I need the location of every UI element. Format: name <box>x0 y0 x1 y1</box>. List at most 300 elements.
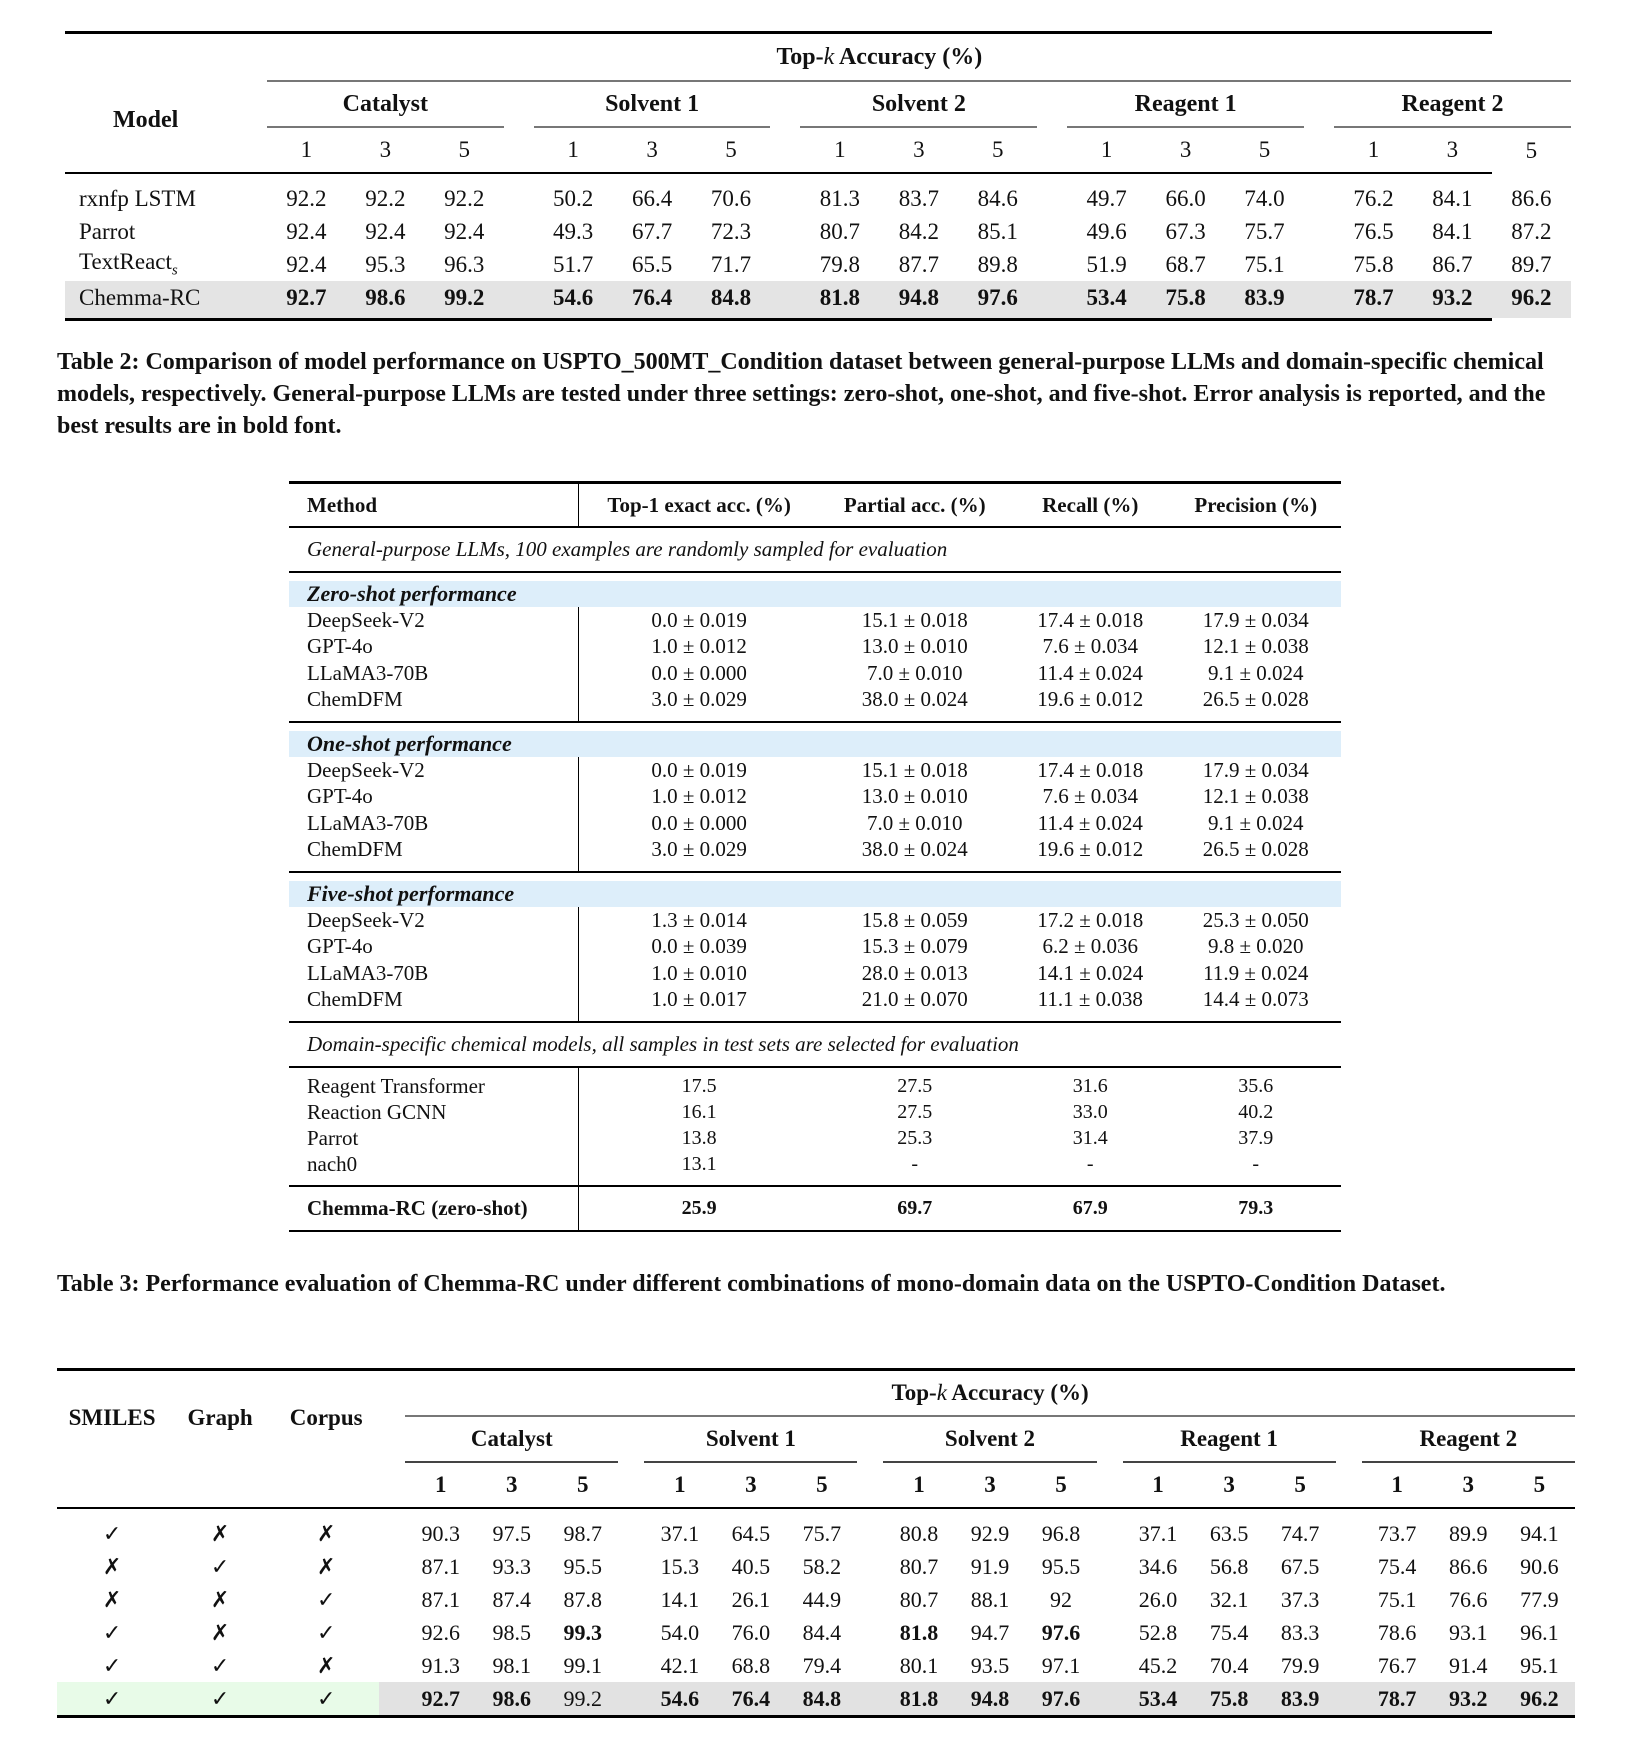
accuracy-cell: 76.7 <box>1377 1652 1417 1678</box>
accuracy-cell: 84.1 <box>1432 185 1473 211</box>
accuracy-cell: 70.6 <box>710 185 752 211</box>
metric-cell: 28.0 ± 0.013 <box>861 960 968 985</box>
method-name: Parrot <box>289 1125 578 1151</box>
accuracy-cell: 89.9 <box>1448 1520 1488 1546</box>
accuracy-cell: 93.3 <box>492 1553 531 1579</box>
metric-cell: 13.8 <box>681 1126 717 1149</box>
k-header: 1 <box>1391 1472 1403 1497</box>
column-header: Top-1 exact acc. (%) <box>607 492 791 517</box>
group-header-solvent-2: Solvent 2 <box>883 1416 1096 1462</box>
metric-cell: 17.5 <box>681 1074 717 1097</box>
k-header: 3 <box>646 137 658 162</box>
accuracy-cell: 86.6 <box>1448 1553 1488 1579</box>
accuracy-cell: 95.5 <box>563 1553 603 1579</box>
model-name <box>65 215 267 248</box>
method-name: LLaMA3-70B <box>289 810 578 837</box>
table-row <box>65 248 1571 281</box>
accuracy-cell: 68.7 <box>1165 251 1206 277</box>
group-header-solvent-1: Solvent 1 <box>644 1416 857 1462</box>
accuracy-cell: 97.5 <box>492 1520 531 1546</box>
topk-accuracy-header: Top-k Accuracy (%) <box>776 43 983 70</box>
accuracy-cell: 99.1 <box>563 1652 603 1678</box>
check-icon: ✓ <box>102 1686 122 1712</box>
accuracy-cell: 96.2 <box>1492 281 1571 318</box>
metric-cell: - <box>911 1152 919 1175</box>
table-2-llm-comparison <box>289 481 1341 1232</box>
check-icon: ✓ <box>102 1521 122 1547</box>
chemma-rc-row <box>289 1187 1341 1231</box>
accuracy-cell: 94.8 <box>879 281 958 318</box>
accuracy-cell: 37.3 <box>1280 1586 1320 1612</box>
metric-cell: 6.2 ± 0.036 <box>1042 934 1139 959</box>
accuracy-cell: 58.2 <box>802 1553 842 1579</box>
accuracy-cell: 95.1 <box>1520 1652 1559 1678</box>
metric-cell: 13.0 ± 0.010 <box>861 784 968 809</box>
accuracy-cell: 99.2 <box>425 281 504 318</box>
accuracy-cell: 34.6 <box>1138 1553 1178 1579</box>
metric-cell: 69.7 <box>897 1197 933 1219</box>
accuracy-cell: 84.1 <box>1432 218 1473 244</box>
accuracy-cell: 96.1 <box>1520 1619 1559 1645</box>
accuracy-cell: 91.3 <box>421 1652 460 1678</box>
accuracy-cell: 66.0 <box>1165 185 1206 211</box>
accuracy-cell: 76.2 <box>1353 185 1394 211</box>
accuracy-cell: 54.6 <box>644 1682 715 1715</box>
accuracy-cell: 68.8 <box>731 1652 771 1678</box>
k-header: 1 <box>834 137 846 162</box>
accuracy-cell: 94.7 <box>970 1619 1010 1645</box>
metric-cell: 79.3 <box>1238 1197 1274 1219</box>
accuracy-cell: 91.4 <box>1448 1652 1488 1678</box>
accuracy-cell: 87.8 <box>563 1586 603 1612</box>
group-header-solvent-2: Solvent 2 <box>800 81 1037 127</box>
accuracy-cell: 51.7 <box>553 251 594 277</box>
accuracy-cell: 42.1 <box>660 1652 700 1678</box>
accuracy-cell: 67.5 <box>1280 1553 1320 1579</box>
metric-cell: 1.0 ± 0.012 <box>651 784 747 809</box>
method-name: GPT-4o <box>289 634 578 661</box>
metric-cell: 27.5 <box>897 1074 933 1097</box>
metric-cell: - <box>1252 1152 1260 1175</box>
k-header: 5 <box>458 137 470 162</box>
accuracy-cell: 98.1 <box>492 1652 531 1678</box>
k-header: 1 <box>1367 137 1380 162</box>
accuracy-cell: 98.6 <box>346 281 425 318</box>
k-header: 3 <box>1179 137 1192 162</box>
method-name: Reaction GCNN <box>289 1099 578 1125</box>
k-header: 5 <box>1525 137 1538 163</box>
metric-cell: 1.0 ± 0.010 <box>651 960 747 985</box>
accuracy-cell: 44.9 <box>802 1586 842 1612</box>
accuracy-cell: 79.8 <box>819 251 861 277</box>
accuracy-cell: 86.6 <box>1511 185 1552 211</box>
accuracy-cell: 93.1 <box>1448 1619 1488 1645</box>
group-header-reagent-1: Reagent 1 <box>1067 81 1304 127</box>
accuracy-cell: 37.1 <box>660 1520 700 1546</box>
accuracy-cell: 67.7 <box>631 218 673 244</box>
accuracy-cell: 80.1 <box>899 1652 939 1678</box>
metric-cell: 11.4 ± 0.024 <box>1037 660 1143 685</box>
k-header: 3 <box>1446 137 1459 162</box>
table-row <box>289 907 1341 934</box>
metric-cell: 17.2 ± 0.018 <box>1037 907 1144 932</box>
metric-cell: 3.0 ± 0.029 <box>651 837 747 862</box>
accuracy-cell: 87.1 <box>421 1586 460 1612</box>
metric-cell: 31.4 <box>1072 1126 1108 1149</box>
accuracy-cell: 83.9 <box>1265 1682 1336 1715</box>
accuracy-cell: 78.6 <box>1377 1619 1417 1645</box>
metric-cell: 14.1 ± 0.024 <box>1037 960 1144 985</box>
accuracy-cell: 75.7 <box>1244 218 1285 244</box>
method-name: ChemDFM <box>289 987 578 1014</box>
accuracy-cell: 87.4 <box>492 1586 531 1612</box>
accuracy-cell: 50.2 <box>553 185 594 211</box>
cross-icon: ✗ <box>210 1521 230 1547</box>
metric-cell: 38.0 ± 0.024 <box>861 687 968 712</box>
accuracy-cell: 84.8 <box>692 281 771 318</box>
accuracy-cell: 37.1 <box>1138 1520 1178 1546</box>
metric-cell: 9.1 ± 0.024 <box>1207 810 1304 835</box>
k-header: 3 <box>506 1472 518 1497</box>
table-row <box>57 1616 1575 1649</box>
model-name <box>65 174 267 215</box>
accuracy-cell: 88.1 <box>970 1586 1010 1612</box>
k-header: 5 <box>1533 1472 1546 1497</box>
table-row <box>289 1151 1341 1177</box>
table-row <box>289 960 1341 987</box>
cross-icon: ✗ <box>316 1554 336 1580</box>
accuracy-cell: 92.7 <box>405 1682 476 1715</box>
accuracy-cell: 81.8 <box>800 281 879 318</box>
accuracy-cell: 80.7 <box>899 1553 939 1579</box>
metric-cell: 1.0 ± 0.017 <box>651 987 747 1012</box>
metric-cell: 0.0 ± 0.000 <box>651 810 747 835</box>
table-row <box>289 687 1341 714</box>
method-name: GPT-4o <box>289 934 578 961</box>
accuracy-cell: 26.0 <box>1138 1586 1178 1612</box>
table-row <box>289 810 1341 837</box>
k-header: 5 <box>992 137 1004 162</box>
accuracy-cell: 87.1 <box>421 1553 460 1579</box>
metric-cell: 13.0 ± 0.010 <box>861 634 968 659</box>
accuracy-cell: 96.2 <box>1504 1682 1575 1715</box>
accuracy-cell: 98.7 <box>563 1520 603 1546</box>
k-header: 5 <box>1294 1472 1306 1497</box>
accuracy-cell: 66.4 <box>631 185 673 211</box>
table-row <box>57 1509 1575 1550</box>
accuracy-cell: 76.0 <box>731 1619 771 1645</box>
table-row <box>289 1125 1341 1151</box>
accuracy-cell: 87.7 <box>898 251 939 277</box>
metric-cell: 3.0 ± 0.029 <box>651 687 747 712</box>
accuracy-cell: 65.5 <box>631 251 673 277</box>
model-name-text: rxnfp LSTM <box>79 185 196 211</box>
accuracy-cell: 54.6 <box>534 281 613 318</box>
accuracy-cell: 70.4 <box>1209 1652 1249 1678</box>
accuracy-cell: 67.3 <box>1165 218 1206 244</box>
accuracy-cell: 92.7 <box>267 281 346 318</box>
accuracy-cell: 76.5 <box>1353 218 1394 244</box>
metric-cell: 27.5 <box>897 1100 933 1123</box>
accuracy-cell: 92.2 <box>286 185 327 211</box>
metric-cell: 25.3 ± 0.050 <box>1202 907 1309 932</box>
llm-group-note: General-purpose LLMs, 100 examples are randomly sampled for evaluation <box>307 537 948 561</box>
metric-cell: 16.1 <box>681 1100 717 1123</box>
check-icon: ✓ <box>210 1653 230 1679</box>
metric-cell: 25.9 <box>681 1197 717 1219</box>
accuracy-cell: 75.8 <box>1146 281 1225 318</box>
accuracy-cell: 97.6 <box>958 281 1037 318</box>
cross-icon: ✗ <box>102 1554 122 1580</box>
table-row <box>289 1073 1341 1099</box>
accuracy-cell: 97.6 <box>1041 1619 1081 1645</box>
metric-cell: 67.9 <box>1072 1197 1108 1219</box>
model-name-text: Parrot <box>79 218 136 244</box>
table-1-topk-accuracy <box>65 31 1571 321</box>
accuracy-cell: 75.4 <box>1377 1553 1417 1579</box>
accuracy-cell: 84.2 <box>898 218 939 244</box>
accuracy-cell: 87.2 <box>1511 218 1552 244</box>
check-icon: ✓ <box>102 1653 122 1679</box>
check-icon: ✓ <box>210 1554 230 1580</box>
method-name: ChemDFM <box>289 687 578 714</box>
accuracy-cell: 14.1 <box>660 1586 700 1612</box>
accuracy-cell: 15.3 <box>660 1553 700 1579</box>
table-3-caption: Table 3: Performance evaluation of Chemma-RC under different combinations of mono-domain data on the USPTO-Condition Dataset. <box>57 1271 1446 1297</box>
group-header-reagent-2: Reagent 2 <box>1334 81 1571 127</box>
metric-cell: - <box>1086 1152 1094 1175</box>
table-row <box>57 1550 1575 1583</box>
metric-cell: 7.0 ± 0.010 <box>867 810 963 835</box>
accuracy-cell: 40.5 <box>731 1553 771 1579</box>
method-name: nach0 <box>289 1151 578 1177</box>
accuracy-cell: 75.1 <box>1244 251 1285 277</box>
accuracy-cell: 78.7 <box>1362 1682 1433 1715</box>
k-header: 1 <box>434 1472 447 1497</box>
k-header: 1 <box>1152 1472 1164 1497</box>
metric-cell: 0.0 ± 0.000 <box>651 660 747 685</box>
check-icon: ✓ <box>316 1686 336 1712</box>
corpus-column-header: Corpus <box>289 1405 363 1430</box>
method-name: DeepSeek-V2 <box>289 907 578 934</box>
accuracy-cell: 94.1 <box>1520 1520 1559 1546</box>
accuracy-cell: 80.7 <box>819 218 861 244</box>
accuracy-cell: 92.4 <box>444 218 485 244</box>
metric-cell: 26.5 ± 0.028 <box>1202 837 1309 862</box>
metric-cell: 7.6 ± 0.034 <box>1042 784 1139 809</box>
metric-cell: 1.0 ± 0.012 <box>651 634 747 659</box>
group-header-solvent-1: Solvent 1 <box>534 81 771 127</box>
table-row <box>289 757 1341 784</box>
accuracy-cell: 45.2 <box>1138 1652 1178 1678</box>
method-name: Reagent Transformer <box>289 1073 578 1099</box>
metric-cell: 25.3 <box>897 1126 933 1149</box>
graph-column-header: Graph <box>187 1405 253 1430</box>
metric-cell: 9.1 ± 0.024 <box>1207 660 1304 685</box>
accuracy-cell: 76.4 <box>613 281 692 318</box>
check-icon: ✓ <box>316 1620 336 1646</box>
accuracy-cell: 84.8 <box>786 1682 857 1715</box>
accuracy-cell: 75.1 <box>1377 1586 1417 1612</box>
accuracy-cell: 53.4 <box>1067 281 1146 318</box>
accuracy-cell: 79.9 <box>1280 1652 1320 1678</box>
accuracy-cell: 83.9 <box>1225 281 1304 318</box>
metric-cell: 0.0 ± 0.039 <box>651 934 747 959</box>
accuracy-cell: 56.8 <box>1209 1553 1249 1579</box>
k-header: 5 <box>1055 1472 1067 1497</box>
accuracy-cell: 93.5 <box>970 1652 1010 1678</box>
accuracy-cell: 81.8 <box>899 1619 939 1645</box>
accuracy-cell: 75.7 <box>802 1520 842 1546</box>
accuracy-cell: 92.9 <box>970 1520 1010 1546</box>
table-row <box>57 1583 1575 1616</box>
metric-cell: 7.0 ± 0.010 <box>867 660 963 685</box>
accuracy-cell: 95.5 <box>1041 1553 1081 1579</box>
method-name: GPT-4o <box>289 784 578 811</box>
accuracy-cell: 63.5 <box>1209 1520 1249 1546</box>
cross-icon: ✗ <box>102 1587 122 1613</box>
group-header-reagent-1: Reagent 1 <box>1123 1416 1336 1462</box>
metric-cell: 1.3 ± 0.014 <box>651 907 747 932</box>
k-header: 5 <box>725 137 737 162</box>
metric-cell: 11.9 ± 0.024 <box>1203 960 1309 985</box>
metric-cell: 7.6 ± 0.034 <box>1042 634 1139 659</box>
k-header: 3 <box>745 1472 757 1497</box>
k-header: 3 <box>984 1472 996 1497</box>
accuracy-cell: 90.3 <box>421 1520 460 1546</box>
accuracy-cell: 73.7 <box>1377 1520 1417 1546</box>
table-row <box>289 987 1341 1014</box>
metric-cell: 15.3 ± 0.079 <box>861 934 968 959</box>
accuracy-cell: 92.6 <box>421 1619 460 1645</box>
accuracy-cell: 80.7 <box>899 1586 939 1612</box>
accuracy-cell: 83.7 <box>898 185 939 211</box>
table-row <box>65 215 1571 248</box>
table-row <box>289 1099 1341 1125</box>
accuracy-cell: 81.8 <box>883 1682 954 1715</box>
k-header: 5 <box>577 1472 589 1497</box>
accuracy-cell: 79.4 <box>802 1652 842 1678</box>
accuracy-cell: 53.4 <box>1123 1682 1194 1715</box>
k-header: 5 <box>1258 137 1271 162</box>
accuracy-cell: 72.3 <box>710 218 752 244</box>
accuracy-cell: 95.3 <box>365 251 406 277</box>
group-header-reagent-2: Reagent 2 <box>1362 1416 1575 1462</box>
accuracy-cell: 49.6 <box>1086 218 1127 244</box>
metric-cell: 31.6 <box>1072 1074 1108 1097</box>
metric-cell: 17.9 ± 0.034 <box>1202 757 1309 782</box>
accuracy-cell: 94.8 <box>954 1682 1025 1715</box>
accuracy-cell: 99.2 <box>547 1682 618 1715</box>
metric-cell: 17.4 ± 0.018 <box>1037 607 1144 632</box>
k-header: 1 <box>674 1472 686 1497</box>
accuracy-cell: 99.3 <box>563 1619 603 1645</box>
table-row <box>57 1649 1575 1682</box>
accuracy-cell: 86.7 <box>1432 251 1473 277</box>
section-title: Five-shot performance <box>289 881 1341 907</box>
metric-cell: 12.1 ± 0.038 <box>1202 784 1309 809</box>
accuracy-cell: 91.9 <box>970 1553 1010 1579</box>
accuracy-cell: 77.9 <box>1520 1586 1559 1612</box>
group-header-catalyst: Catalyst <box>405 1416 618 1462</box>
accuracy-cell: 97.1 <box>1041 1652 1081 1678</box>
metric-cell: 15.8 ± 0.059 <box>861 907 968 932</box>
metric-cell: 17.9 ± 0.034 <box>1202 607 1309 632</box>
metric-cell: 14.4 ± 0.073 <box>1202 987 1309 1012</box>
accuracy-cell: 52.8 <box>1138 1619 1178 1645</box>
accuracy-cell: 81.3 <box>819 185 861 211</box>
metric-cell: 38.0 ± 0.024 <box>861 837 968 862</box>
accuracy-cell: 80.8 <box>899 1520 939 1546</box>
section-title: One-shot performance <box>289 731 1341 757</box>
accuracy-cell: 75.8 <box>1194 1682 1265 1715</box>
accuracy-cell: 93.2 <box>1413 281 1492 318</box>
cross-icon: ✗ <box>210 1620 230 1646</box>
accuracy-cell: 64.5 <box>731 1520 771 1546</box>
model-name-subscript: s <box>171 262 178 279</box>
accuracy-cell: 89.7 <box>1511 251 1552 277</box>
accuracy-cell: 93.2 <box>1433 1682 1504 1715</box>
metric-cell: 11.1 ± 0.038 <box>1037 987 1143 1012</box>
metric-cell: 15.1 ± 0.018 <box>861 757 968 782</box>
table-2-caption: Table 2: Comparison of model performance on USPTO_500MT_Condition dataset between general-purpose LLMs and domain-specific chemical models, respectively. General-purpose LLMs are tested under three settings: zero-shot, one-shot, and five-shot. Error analysis is reported, and the best results are in bold font. <box>57 349 1546 439</box>
table-row <box>289 634 1341 661</box>
table-row <box>65 281 1571 318</box>
accuracy-cell: 74.0 <box>1244 185 1285 211</box>
accuracy-cell: 96.8 <box>1041 1520 1081 1546</box>
model-name <box>65 281 267 318</box>
table-3-mono-domain-ablation <box>57 1368 1575 1718</box>
accuracy-cell: 92.4 <box>286 218 327 244</box>
k-header: 3 <box>1462 1472 1474 1497</box>
accuracy-cell: 92.4 <box>365 218 406 244</box>
accuracy-cell: 98.6 <box>476 1682 547 1715</box>
check-icon: ✓ <box>316 1587 336 1613</box>
accuracy-cell: 83.3 <box>1280 1619 1320 1645</box>
accuracy-cell: 71.7 <box>710 251 752 277</box>
check-icon: ✓ <box>102 1620 122 1646</box>
metric-cell: 12.1 ± 0.038 <box>1202 634 1309 659</box>
accuracy-cell: 78.7 <box>1334 281 1413 318</box>
model-name-text: TextReact <box>79 249 172 275</box>
metric-cell: 19.6 ± 0.012 <box>1037 687 1144 712</box>
section-title: Zero-shot performance <box>289 581 1341 607</box>
metric-cell: 33.0 <box>1072 1100 1108 1123</box>
group-header-catalyst: Catalyst <box>267 81 504 127</box>
cross-icon: ✗ <box>316 1521 336 1547</box>
accuracy-cell: 98.5 <box>492 1619 531 1645</box>
table-row <box>289 660 1341 687</box>
k-header: 1 <box>913 1472 925 1497</box>
accuracy-cell: 32.1 <box>1209 1586 1249 1612</box>
table-row <box>65 174 1571 215</box>
k-header: 5 <box>816 1472 828 1497</box>
table-row <box>289 784 1341 811</box>
accuracy-cell: 49.3 <box>553 218 594 244</box>
method-name: ChemDFM <box>289 837 578 864</box>
accuracy-cell: 54.0 <box>660 1619 700 1645</box>
accuracy-cell: 51.9 <box>1086 251 1127 277</box>
cross-icon: ✗ <box>210 1587 230 1613</box>
k-header: 1 <box>300 137 313 162</box>
accuracy-cell: 74.7 <box>1280 1520 1320 1546</box>
header-row <box>289 484 1341 527</box>
column-header: Recall (%) <box>1042 492 1139 517</box>
accuracy-cell: 75.8 <box>1353 251 1394 277</box>
accuracy-cell: 96.3 <box>444 251 485 277</box>
metric-cell: 35.6 <box>1238 1074 1274 1097</box>
accuracy-cell: 84.6 <box>977 185 1018 211</box>
